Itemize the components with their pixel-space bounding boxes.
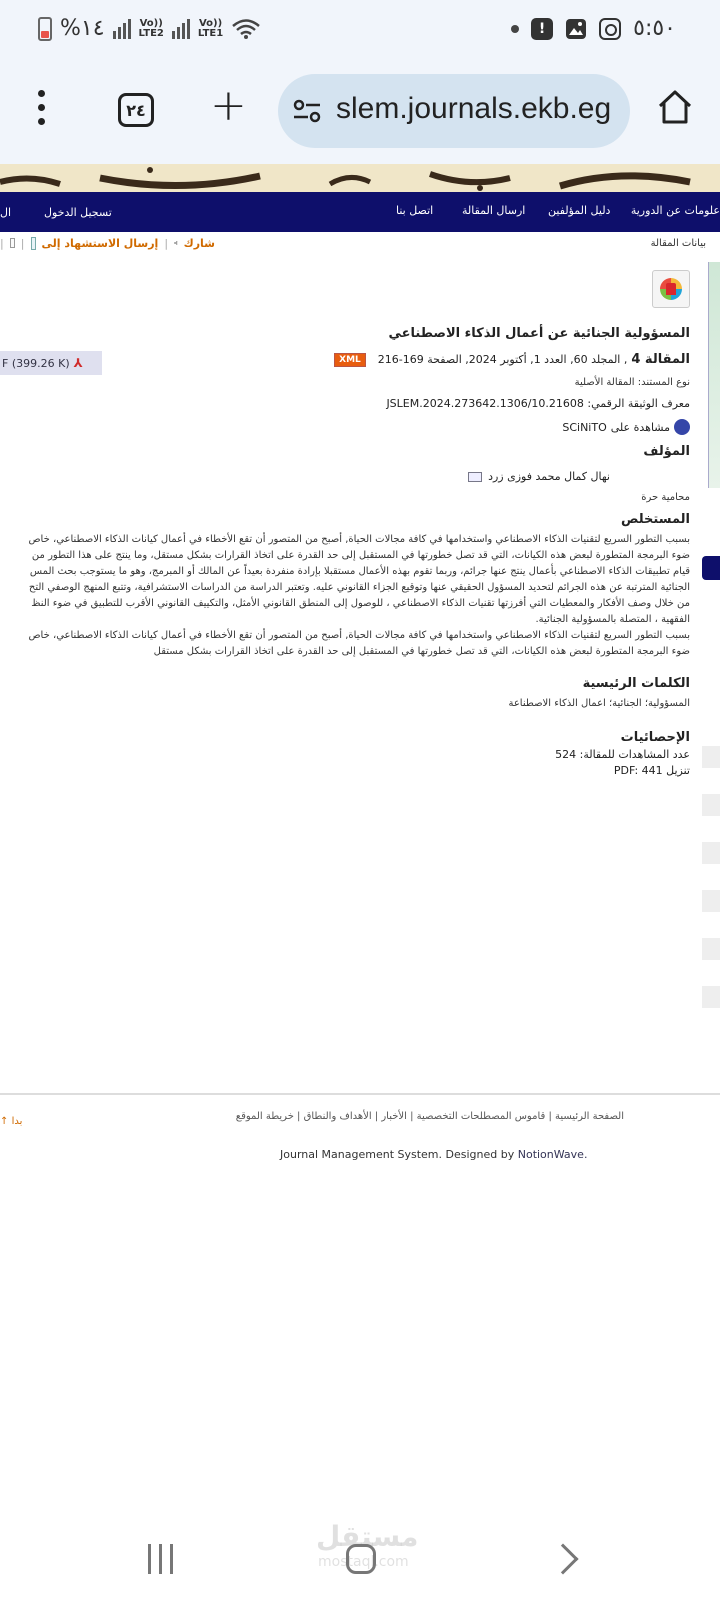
home-icon[interactable] xyxy=(656,88,694,126)
sidebar-item[interactable] xyxy=(702,890,720,912)
signal-icon xyxy=(172,19,190,39)
dot-icon xyxy=(511,25,519,33)
back-icon[interactable] xyxy=(547,1543,578,1574)
share-row xyxy=(0,236,215,250)
sidebar-item[interactable] xyxy=(702,986,720,1008)
sidebar-button[interactable] xyxy=(702,556,720,580)
stats-heading: الإحصائيات xyxy=(620,730,690,745)
system-nav-bar xyxy=(0,1520,720,1600)
watermark: مستقل xyxy=(316,1520,419,1553)
article-meta xyxy=(326,352,690,367)
abstract-line: من خلال وصف الأفكار والمعطيات التي أفرزتها تقنيات الذكاء الاصطناعي ، للوصول إلى المنطق القانوني الأمثل، والتكييف القانوني الأقرب للتطبيق في ضوء النظ xyxy=(31,598,690,609)
abstract-heading: المستخلص xyxy=(621,512,690,527)
abstract-line: بسبب التطور السريع لتقنيات الذكاء الاصطناعي واستخدامها في كافة مجالات الحياة, أصبح من المتصور أن تقع الأخطاء في أعمال كيانات الذكاء الاصطناعي، خاص xyxy=(28,630,690,641)
nav-contact[interactable]: اتصل بنا xyxy=(396,204,434,217)
web-page xyxy=(0,164,720,1520)
recents-button[interactable] xyxy=(148,1544,173,1574)
site-navbar xyxy=(0,192,720,232)
sim1-label: Vo)) LTE1 xyxy=(197,17,224,39)
home-button[interactable] xyxy=(346,1544,376,1574)
doc-type: نوع المستند: المقالة الأصلية xyxy=(574,377,690,388)
gallery-icon xyxy=(565,18,587,40)
url-text[interactable]: slem.journals.ekb.eg xyxy=(336,92,612,125)
share-icon[interactable] xyxy=(174,236,178,250)
more-menu-icon[interactable] xyxy=(38,90,48,125)
battery-percent: %١٤ xyxy=(60,16,105,41)
status-left xyxy=(38,16,261,41)
credit-brand-link[interactable]: NotionWave. xyxy=(517,1148,588,1161)
alert-icon: ! xyxy=(531,18,553,40)
nav-login[interactable]: تسجيل الدخول xyxy=(44,206,112,219)
separator: | xyxy=(0,236,4,250)
scinito-icon xyxy=(674,419,690,435)
separator: | xyxy=(164,236,169,250)
footer-credit xyxy=(280,1148,587,1161)
doi-label: معرف الوثيقة الرقمي: xyxy=(587,397,690,410)
nav-journal-info[interactable]: علومات عن الدورية xyxy=(630,204,720,217)
abstract-line: قيام تطبيقات الذكاء الاصطناعي بأعمال ينتج عنها جرائم، وربما تقوم بهذه الأعمال مستقبلا بإرادة منفردة بعيداً عن المالك أو المبرمج، وهو ما يستوجب بحث المس xyxy=(29,566,690,577)
author-heading: المؤلف xyxy=(643,444,690,459)
article-title: المسؤولية الجنائية عن أعمال الذكاء الاصطناعي xyxy=(388,326,690,341)
breadcrumb[interactable]: بيانات المقالة xyxy=(650,238,706,249)
site-settings-icon[interactable] xyxy=(292,98,322,124)
pdf-icon: ⅄ xyxy=(73,356,83,370)
wifi-icon xyxy=(231,18,261,40)
journal-cover-thumbnail[interactable] xyxy=(708,262,720,488)
downloads-count: تنزيل PDF: 441 xyxy=(613,764,690,777)
abstract-line: الفقهية ، المتصلة بالمسؤولية الجنائية. xyxy=(535,614,690,625)
watermark-sub: mostaql.com xyxy=(318,1554,409,1570)
back-to-top-link[interactable]: ↑ بدا xyxy=(0,1116,23,1127)
status-right xyxy=(511,16,676,41)
affiliation: محامية حرة xyxy=(641,492,690,503)
author-name[interactable]: نهال كمال محمد فوزى زرد xyxy=(488,470,610,483)
xml-button[interactable]: XML xyxy=(334,353,366,367)
keywords[interactable]: المسؤولية؛ الجنائية؛ اعمال الذكاء الاصطناعة xyxy=(508,698,690,709)
doi-link[interactable]: 10.21608/JSLEM.2024.273642.1306 xyxy=(386,397,584,410)
email-icon[interactable] xyxy=(468,472,482,482)
banner-calligraphy xyxy=(0,164,720,192)
instagram-icon xyxy=(599,18,621,40)
scinito-link[interactable]: SCiNiTO xyxy=(562,420,607,434)
journal-banner xyxy=(0,164,720,192)
tab-switcher-button[interactable]: ٢٤ xyxy=(118,93,154,127)
browser-toolbar xyxy=(0,60,720,164)
doi-row xyxy=(386,397,690,410)
open-access-badge-icon[interactable] xyxy=(652,270,690,308)
nav-submit-article[interactable]: ارسال المقالة xyxy=(462,204,526,217)
separator: | xyxy=(20,236,25,250)
pdf-download-button[interactable] xyxy=(0,351,102,375)
views-count: عدد المشاهدات للمقالة: 524 xyxy=(555,748,690,761)
footer-links[interactable]: الصفحة الرئيسية | قاموس المصطلحات التخصصية | الأخبار | الأهداف والنطاق | خريطة الموقع xyxy=(235,1111,624,1122)
author-row xyxy=(468,470,610,483)
address-bar[interactable] xyxy=(278,74,630,148)
signal-icon xyxy=(113,19,131,39)
battery-icon xyxy=(38,17,52,41)
nav-extra[interactable]: ال xyxy=(0,206,12,219)
status-bar xyxy=(0,0,720,60)
sidebar-item[interactable] xyxy=(702,746,720,768)
clock: ٥:٥٠ xyxy=(633,16,676,41)
email-icon[interactable] xyxy=(10,238,15,248)
credit-text: Journal Management System. Designed by xyxy=(280,1148,518,1161)
abstract-line: ضوء البرمجة المتطورة لبعض هذه الكيانات، التي قد تصل خطورتها في المستقبل إلى حد القدرة على اتخاذ القرارات بشكل مستقل، وما ينتج على هذا التطور من xyxy=(31,550,690,561)
citation-icon[interactable] xyxy=(31,237,36,250)
abstract-line: الجنائية المترتبة عن هذه الجرائم لتحديد المسؤول الحقيقي عنها وتوقيع الجزاء القانوني عليه. وتعتبر الدراسة من الدراسات الاستشرافية، وتتبع المنهج الوصفي التح xyxy=(28,582,690,593)
footer-divider xyxy=(0,1093,720,1095)
share-link[interactable]: شارك xyxy=(183,236,215,250)
sidebar-item[interactable] xyxy=(702,794,720,816)
send-citation-link[interactable]: إرسال الاستشهاد إلى xyxy=(41,236,159,250)
article-citation: , المجلد 60, العدد 1, أكتوبر 2024, الصفحة 169-216 xyxy=(377,353,628,366)
abstract-line: بسبب التطور السريع لتقنيات الذكاء الاصطناعي واستخدامها في كافة مجالات الحياة, أصبح من المتصور أن تقع الأخطاء في أعمال كيانات الذكاء الاصطناعي، خاص xyxy=(28,534,690,545)
sidebar-item[interactable] xyxy=(702,938,720,960)
abstract-text xyxy=(0,532,690,660)
scinito-row xyxy=(562,419,690,435)
sidebar-item[interactable] xyxy=(702,842,720,864)
new-tab-icon[interactable]: + xyxy=(210,80,247,131)
pdf-size: F (399.26 K) xyxy=(2,356,70,370)
article-number: المقالة 4 xyxy=(631,352,690,367)
scinito-label: مشاهدة على xyxy=(610,420,670,434)
keywords-heading: الكلمات الرئيسية xyxy=(582,676,690,691)
abstract-line: ضوء البرمجة المتطورة لبعض هذه الكيانات، التي قد تصل خطورتها في المستقبل إلى حد القدرة على اتخاذ القرارات بشكل مستقل xyxy=(153,646,690,657)
nav-author-guide[interactable]: دليل المؤلفين xyxy=(548,204,611,217)
sim2-label: Vo)) LTE2 xyxy=(138,17,164,39)
